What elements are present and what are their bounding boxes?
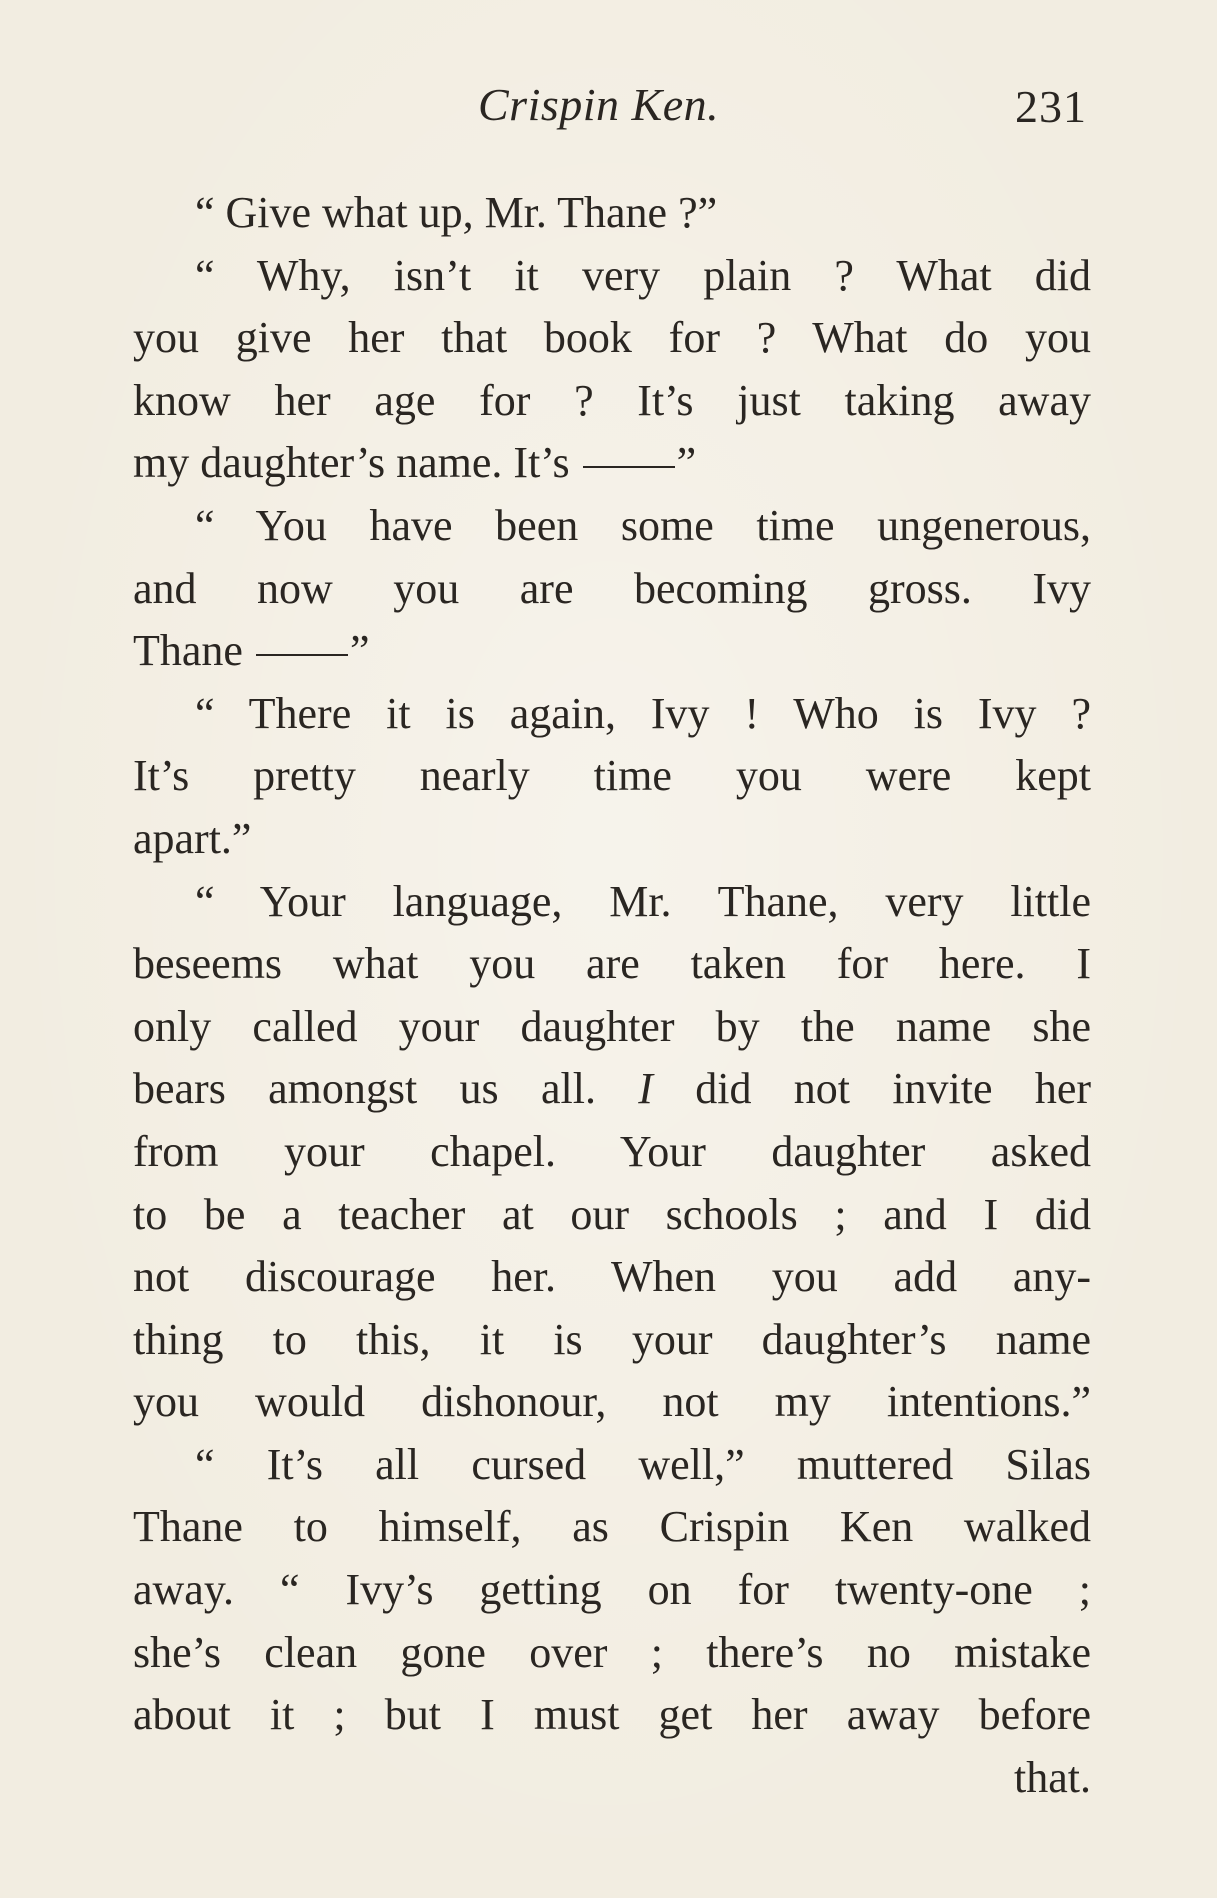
text-line: thing to this, it is your daughter’s name xyxy=(133,1314,1091,1364)
text-line: from your chapel. Your daughter asked xyxy=(133,1126,1091,1176)
running-title: Crispin Ken. xyxy=(478,79,720,130)
text-fragment: did not invite her xyxy=(695,1064,1092,1114)
text-line: Thane to himself, as Crispin Ken walked xyxy=(133,1502,1091,1552)
text-fragment: ” xyxy=(676,438,697,488)
page-number: 231 xyxy=(1015,81,1087,132)
text-line: “ It’s all cursed well,” muttered Silas xyxy=(195,1439,1091,1489)
text-line: only called your daughter by the name she xyxy=(133,1001,1091,1051)
body-text xyxy=(133,182,1091,1809)
text-line: away. “ Ivy’s getting on for twenty-one ; xyxy=(133,1565,1091,1615)
text-line: “ Give what up, Mr. Thane ?” xyxy=(195,188,718,237)
text-line: It’s pretty nearly time you were kept xyxy=(133,751,1091,801)
text-line: that. xyxy=(1014,1752,1091,1802)
text-fragment: Thane xyxy=(133,626,243,676)
text-line: know her age for ? It’s just taking away xyxy=(133,375,1091,425)
text-line: “ You have been some time ungenerous, xyxy=(195,500,1091,550)
text-line: apart.” xyxy=(133,813,252,863)
em-dash-rule xyxy=(256,654,348,656)
text-line: to be a teacher at our schools ; and I did xyxy=(133,1189,1091,1239)
text-line: and now you are becoming gross. Ivy xyxy=(133,563,1091,613)
text-fragment: bears amongst us all. xyxy=(133,1064,596,1114)
text-line xyxy=(133,620,1091,683)
text-line xyxy=(133,1058,1091,1121)
italic-emphasis: I xyxy=(638,1064,653,1114)
em-dash-rule xyxy=(583,466,675,468)
text-line: “ Your language, Mr. Thane, very little xyxy=(195,876,1091,926)
text-line: “ Why, isn’t it very plain ? What did xyxy=(195,250,1091,300)
text-fragment: ” xyxy=(349,626,370,676)
text-fragment: my daughter’s name. It’s xyxy=(133,438,570,488)
text-line: about it ; but I must get her away before xyxy=(133,1690,1091,1740)
text-line: not discourage her. When you add any- xyxy=(133,1252,1091,1302)
text-line: beseems what you are taken for here. I xyxy=(133,939,1091,989)
text-line: you would dishonour, not my intentions.” xyxy=(133,1377,1091,1427)
text-line: “ There it is again, Ivy ! Who is Ivy ? xyxy=(195,688,1091,738)
text-line xyxy=(133,432,1091,495)
text-line: you give her that book for ? What do you xyxy=(133,313,1091,363)
page-header xyxy=(0,78,1217,138)
text-line: she’s clean gone over ; there’s no mistake xyxy=(133,1627,1091,1677)
